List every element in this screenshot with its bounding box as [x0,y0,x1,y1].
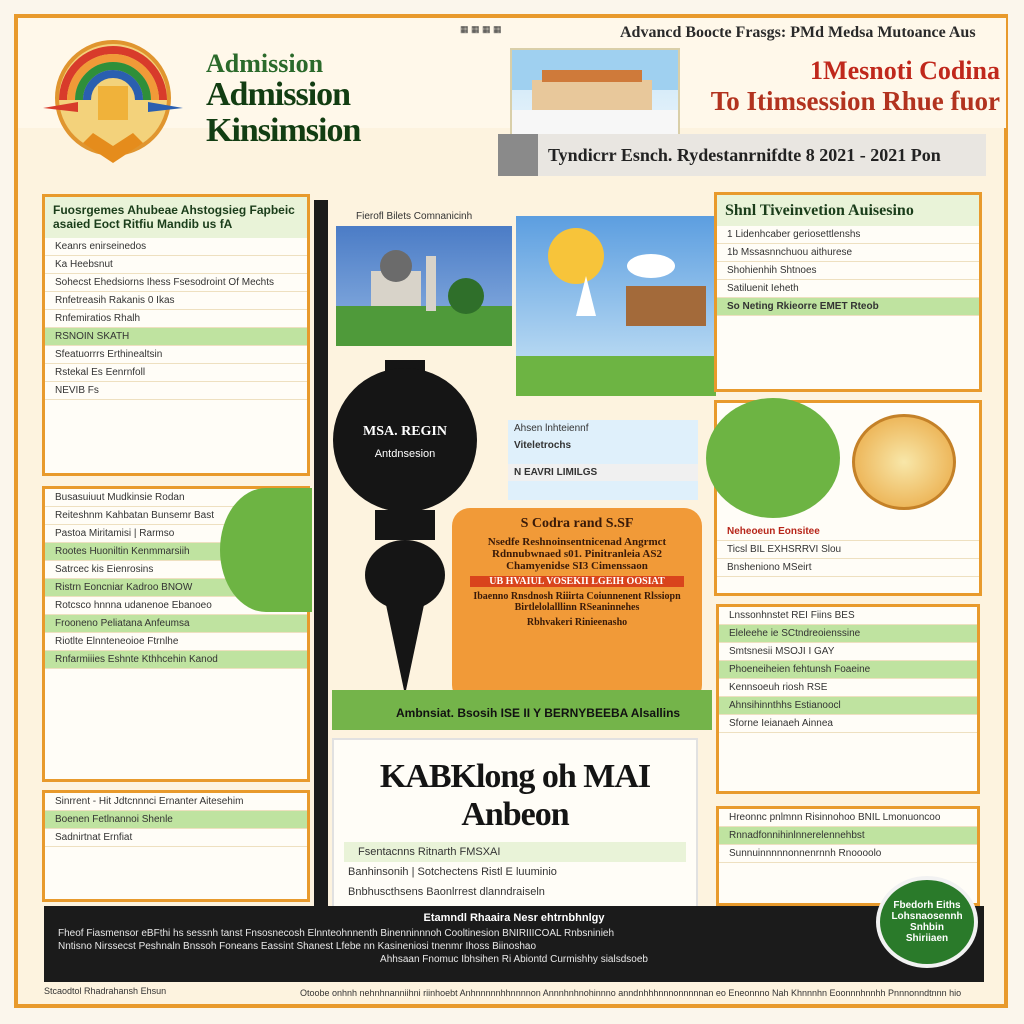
right-lower-panel [716,604,980,794]
main-title-line2: Admission Kinsimsion [206,76,361,149]
list-item: Eleleehe ie SCtndreoienssine [719,625,977,643]
footer-title: Etamndl Rhaaira Nesr ehtrnbhnlgy [423,912,605,924]
orange-band: UB HVAIUL VOSEKII LGEIH OOSIAT [470,576,684,587]
left-panel-header: Fuosrgemes Ahubeae Ahstogsieg Fapbeic asaied Eoct Ritfiu Mandib us fA [45,197,307,238]
list-item: NEVIB Fs [45,382,307,400]
list-item: Sadnirtnat Ernfiat [45,829,307,847]
footer-bar [44,906,984,982]
urn-title: MSA. REGIN [362,424,447,439]
orange-text: Nsedfe Reshnoinsentnicenad Angrmct Rdnnubwnaed s01. Pinitranleia AS2 Chamyenidse SI3 Cimenssaon [487,536,667,572]
orange-text-2: Ibaenno Rnsdnosh Riiirta Coiunnenent Rlssiopn Birtlelolalllinn RSeaninnehes [473,591,681,613]
list-item: Frooneno Peliatana Anfeumsa [45,615,307,633]
photo-caption: Ahsen lnhteiennf [514,423,589,434]
list-item: Rnfemiratios Rhalh [45,310,307,328]
right-top-panel [714,192,982,392]
list-item: Rnfarmiiies Eshnte Kthhcehin Kanod [45,651,307,669]
list-item: Satrcec kis Eienrosins [45,561,307,579]
green-blob [220,488,312,612]
orange-info-box [452,508,702,703]
list-item: Rotcsco hnnna udanenoe Ebanoeo [45,597,307,615]
list-item: Neheoeun Eonsitee [717,523,979,541]
list-item: Sforne Ieianaeh Ainnea [719,715,977,733]
crest-logo [38,38,188,158]
main-title-line1: Admission [206,49,324,78]
subtitle-bar [498,134,986,176]
header-strip: ▦ ▦ ▦ ▦ [460,24,502,34]
list-item: Keanrs enirseinedos [45,238,307,256]
vertical-divider [314,200,328,920]
bottom-line-text: Otoobe onhnh nehnhnanniihni riinhoebt Anhnnnnnhhnnnnon Annnhnhnohinnno anndnhhhnnnonnnnnan eo Eneonnno Nah Khnnnhn Eoonnnhnnhh Pnnnonndtnnn hio [300,988,962,998]
list-item: Reiteshnm Kahbatan Bunsemr Bast [45,507,307,525]
sky-photo [516,216,716,396]
left-bottom-panel [42,790,310,902]
main-title [206,49,506,149]
list-item: Pastoa Miritamisi | Rarmso [45,525,307,543]
center-big-title: KABKlong oh MAI Anbeon [379,758,651,833]
footer-line: Nntisno Nirssecst Peshnaln Bnssoh Foneans Eassint Shanest Lfebe nn Kasineniosi tnenmr Ihoss Biinoshao [58,941,537,952]
list-item: Satiluenit Ieheth [717,280,979,298]
header-red-line1: 1Mesnoti Codina [810,56,1000,85]
bottom-left-text: Stcaodtol Rhadrahansh Ehsun [44,986,167,996]
list-item: Rnfetreasih Rakanis 0 Ikas [45,292,307,310]
green-circle [706,398,840,518]
center-box-line1: Fsentacnns Ritnarth FMSXAI [344,842,686,862]
header-red-line2: To Itimsession Rhue fuor [710,86,1000,116]
list-item: Ahnsihinnthhs Estianoocl [719,697,977,715]
subtitle-text: Tyndicrr Esnch. Rydestanrnifdte 8 2021 - 2021 Pon [548,144,941,165]
list-item: Kennsoeuh riosh RSE [719,679,977,697]
list-item: Smtsnesii MSOJI I GAY [719,643,977,661]
list-item: Ka Heebsnut [45,256,307,274]
left-info-panel [42,194,310,476]
footer-line: Fheof Fiasmensor eBFthi hs sessnh tanst Fnsosnecosh Elnnteohnnenth Binenninnnoh Cooltinesion BNIRIIICOAL Rnbsninieh [58,928,615,939]
photo-caption-box [508,420,698,500]
list-item: Bnsheniono MSeirt [717,559,979,577]
round-badge [876,876,978,968]
list-item: So Neting Rkieorre EMET Rteob [717,298,979,316]
list-item: Shohienhih Shtnoes [717,262,979,280]
header-red-title [690,56,1000,126]
footer-line: Ahhsaan Fnomuc Ibhsihen Ri Abiontd Curmishhy sialsdsoeb [380,954,648,965]
center-box-line3: Bnbhuscthsens Baonlrrest dlanndraiseln [348,886,545,898]
list-item: Busasuiuut Mudkinsie Rodan [45,489,307,507]
list-item: Sohecst Ehedsiorns Ihess Fsesodroint Of Mechts [45,274,307,292]
center-box-line2: Banhinsonih | Sotchectens Ristl E luuminio [348,866,557,878]
list-item: RSNOIN SKATH [45,328,307,346]
list-item: 1b Mssasnnchuou aithurese [717,244,979,262]
list-item: Sinrrent - Hit Jdtcnnnci Ernanter Aitesehim [45,793,307,811]
list-item: Rootes Huoniltin Kenmmarsiih [45,543,307,561]
list-item: Rstekal Es Eenrnfoll [45,364,307,382]
list-item: Hreonnc pnlmnn Risinnohoo BNIL Lmonuoncoo [719,809,977,827]
right-panel-header: Shnl Tiveinvetion Auisesino [717,195,979,226]
badge-text: Fbedorh Eiths Lohsnaosennh Snhbin Shiriiaen [891,900,963,944]
photo-subcaption: Viteletrochs [514,440,572,451]
header-top-text: Advancd Boocte Frasgs: PMd Medsa Mutoance Aus [620,24,976,41]
list-item: Ticsl BIL EXHSRRVI Slou [717,541,979,559]
building-photo [336,226,512,346]
orange-title: S Codra rand S.SF [520,516,634,531]
center-title-box [332,738,698,908]
ground-text: Ambnsiat. Bsosih ISE II Y BERNYBEEBA Alsallins [396,706,681,720]
list-item: Boenen Fetlnannoi Shenle [45,811,307,829]
photo-band: N EAVRI LIMILGS [508,464,698,481]
seal-emblem [852,414,956,510]
list-item: Sfeatuorrrs Erthinealtsin [45,346,307,364]
list-item: Lnssonhnstet REI Fiins BES [719,607,977,625]
list-item: Rnnadfonnihinlnnerelennehbst [719,827,977,845]
list-item: 1 Lidenhcaber geriosettlenshs [717,226,979,244]
list-item: Phoeneiheien fehtunsh Foaeine [719,661,977,679]
campus-photo [510,48,680,138]
list-item: Ristrn Eoncniar Kadroo BNOW [45,579,307,597]
orange-text-3: Rbhvakeri Rinieenasho [526,617,628,628]
urn-subtitle: Antdnsesion [374,448,436,460]
list-item: Riotlte Elnnteneoioe Ftrnlhe [45,633,307,651]
center-top-label: Fierofl Bilets Comnanicinh [356,211,473,222]
list-item: Sunnuinnnnnonnenrnnh Rnoooolo [719,845,977,863]
